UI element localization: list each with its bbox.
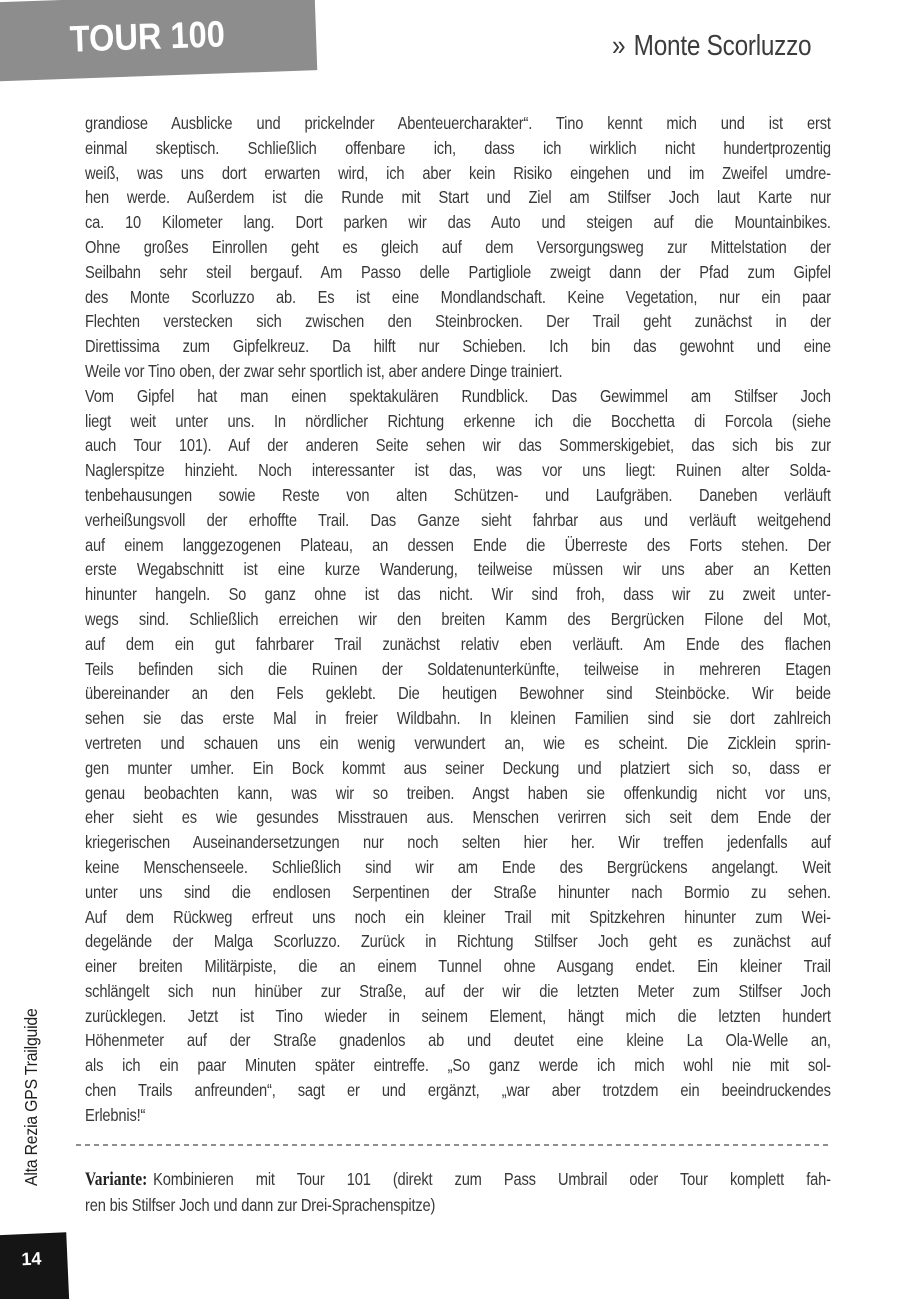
text-line: chen Trails anfreunden“, sagt er und ergänzt, „war aber trotzdem ein beeindruckendes	[85, 1080, 831, 1101]
text-line: degelände der Malga Scorluzzo. Zurück in Richtung Stilfser Joch geht es zunächst auf	[85, 931, 831, 952]
text-line: eher sieht es wie gesundes Misstrauen aus. Menschen verirren sich seit dem Ende der	[85, 807, 831, 828]
text-line: Direttissima zum Gipfelkreuz. Da hilft nur Schieben. Ich bin das gewohnt und eine	[85, 336, 831, 357]
text-line: Weile vor Tino oben, der zwar sehr sportlich ist, aber andere Dinge trainiert.	[85, 360, 563, 381]
text-line: Auf dem Rückweg erfreut uns noch ein kleiner Trail mit Spitzkehren hinunter zum Wei-	[85, 906, 831, 927]
page-title-text: Monte Scorluzzo	[633, 30, 811, 62]
text-line: des Monte Scorluzzo ab. Es ist eine Mondlandschaft. Keine Vegetation, nur ein paar	[85, 286, 831, 307]
text-line: weiß, was uns dort erwarten wird, ich aber kein Risiko eingehen und im Zweifel umdre-	[85, 162, 831, 183]
page-number-tab	[0, 1232, 70, 1299]
text-line: unter uns sind die endlosen Serpentinen der Straße hinunter nach Bormio zu sehen.	[85, 881, 831, 902]
text-line: genau beobachten kann, was wir so treiben. Angst haben sie offenkundig nicht vor uns,	[85, 782, 831, 803]
text-line: wegs sind. Schließlich erreichen wir den breiten Kamm des Bergrücken Filone del Mot,	[85, 608, 831, 629]
page-title	[612, 30, 811, 63]
text-line: gen munter umher. Ein Bock kommt aus seiner Deckung und platziert sich so, dass er	[85, 757, 831, 778]
text-line: auch Tour 101). Auf der anderen Seite sehen wir das Sommerskigebiet, das sich bis zur	[85, 435, 831, 456]
body-paragraphs	[85, 111, 831, 1128]
text-line: hen werde. Außerdem ist die Runde mit Start und Ziel am Stilfser Joch laut Karte nur	[85, 187, 831, 208]
variante-line	[85, 1167, 831, 1193]
page-number: 14	[20, 1248, 42, 1270]
text-line: Seilbahn sehr steil bergauf. Am Passo delle Partigliole zweigt dann der Pfad zum Gipfel	[85, 261, 831, 282]
variante-text-2: ren bis Stilfser Joch und dann zur Drei-Sprachenspitze)	[85, 1195, 436, 1215]
dashed-divider	[76, 1144, 830, 1146]
text-line: Höhenmeter auf der Straße gnadenlos ab und deutet eine kleine La Ola-Welle an,	[85, 1030, 831, 1051]
text-line: kriegerischen Auseinandersetzungen nur noch selten hier her. Wir treffen jedenfalls auf	[85, 832, 831, 853]
variante-line	[85, 1193, 831, 1218]
text-line: schlängelt sich nun hinüber zur Straße, auf der wir die letzten Meter zum Stilfser Joch	[85, 980, 831, 1001]
chevron-right-icon: »	[611, 30, 625, 62]
text-line: Ohne großes Einrollen geht es gleich auf dem Versorgungsweg zur Mittelstation der	[85, 236, 831, 257]
text-line: liegt weit unter uns. In nördlicher Richtung erkenne ich die Bocchetta di Forcola (siehe	[85, 410, 831, 431]
text-line: keine Menschenseele. Schließlich sind wir am Ende des Bergrückens angelangt. Weit	[85, 856, 831, 877]
text-line: Naglerspitze hinzieht. Noch interessanter ist das, was vor uns liegt: Ruinen alter Solda-	[85, 460, 831, 481]
text-line: einer breiten Militärpiste, die an einem Tunnel ohne Ausgang endet. Ein kleiner Trail	[85, 956, 831, 977]
text-line: sehen sie das erste Mal in freier Wildbahn. In kleinen Familien sind sie dort zahlreich	[85, 708, 831, 729]
variante-label: Variante:	[85, 1170, 148, 1190]
text-line: Vom Gipfel hat man einen spektakulären Rundblick. Das Gewimmel am Stilfser Joch	[85, 385, 831, 406]
tour-number-label: TOUR 100	[69, 12, 226, 60]
text-line: als ich ein paar Minuten später eintreffe. „So ganz werde ich mich wohl nie mit sol-	[85, 1055, 831, 1076]
text-line: hinunter hangeln. So ganz ohne ist das nicht. Wir sind froh, dass wir zu zweit unter-	[85, 584, 831, 605]
text-line: übereinander an den Fels geklebt. Die heutigen Bewohner sind Steinböcke. Wir beide	[85, 683, 831, 704]
text-line: erste Wegabschnitt ist eine kurze Wanderung, teilweise müssen wir uns aber an Ketten	[85, 559, 831, 580]
text-line: ca. 10 Kilometer lang. Dort parken wir das Auto und steigen auf die Mountainbikes.	[85, 212, 831, 233]
text-line: grandiose Ausblicke und prickelnder Abenteuercharakter“. Tino kennt mich und ist erst	[85, 113, 831, 133]
text-line: einmal skeptisch. Schließlich offenbare ich, dass ich wirklich nicht hundertprozentig	[85, 137, 831, 158]
variante-text-1: Kombinieren mit Tour 101 (direkt zum Pass Umbrail oder Tour komplett fah-	[153, 1169, 831, 1189]
text-line: tenbehausungen sowie Reste von alten Schützen- und Laufgräben. Daneben verläuft	[85, 484, 831, 505]
text-line: zurücklegen. Jetzt ist Tino wieder in seinem Element, hängt mich die letzten hundert	[85, 1005, 831, 1026]
text-line: auf dem ein gut fahrbarer Trail zunächst relativ eben verläuft. Am Ende des flachen	[85, 633, 831, 654]
text-line: vertreten und schauen uns ein wenig verwundert an, wie es scheint. Die Zicklein sprin-	[85, 732, 831, 753]
text-line: Teils befinden sich die Ruinen der Soldatenunterkünfte, teilweise in mehreren Etagen	[85, 658, 831, 679]
text-line: Flechten verstecken sich zwischen den Steinbrocken. Der Trail geht zunächst in der	[85, 311, 831, 332]
text-line: auf einem langgezogenen Plateau, an dessen Ende die Überreste des Forts stehen. Der	[85, 534, 831, 555]
sidebar-series-title: Alta Rezia GPS Trailguide	[21, 1008, 41, 1186]
tour-banner	[0, 0, 317, 82]
text-line: verheißungsvoll der erhoffte Trail. Das Ganze sieht fahrbar aus und verläuft weitgehend	[85, 509, 831, 530]
variante-section	[85, 1167, 831, 1218]
text-line: Erlebnis!“	[85, 1104, 146, 1125]
